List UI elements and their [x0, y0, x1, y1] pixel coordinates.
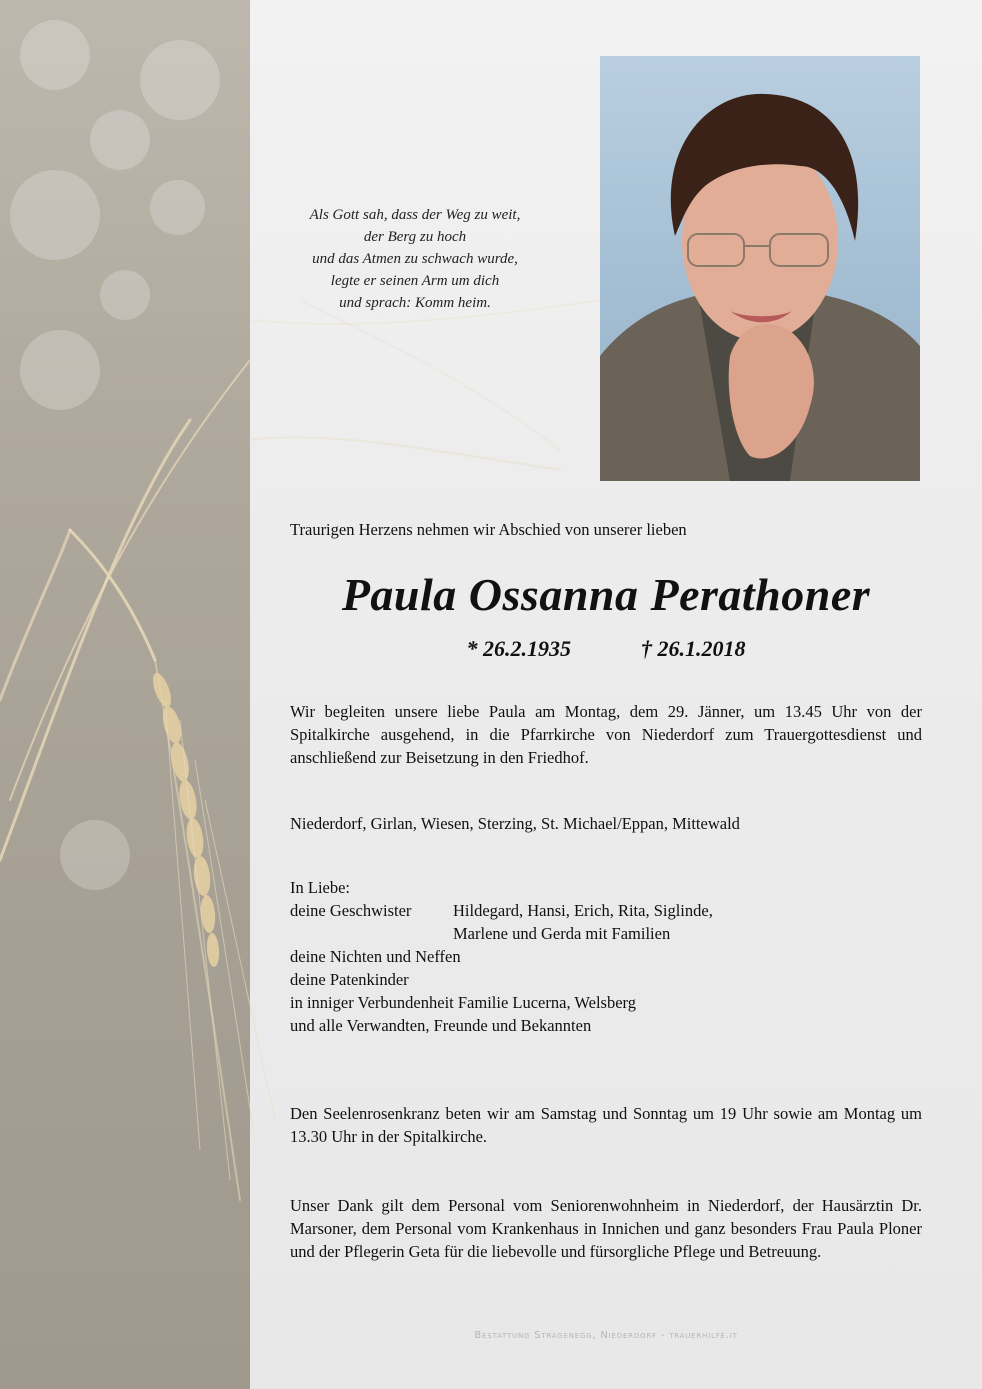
places-of-residence: Niederdorf, Girlan, Wiesen, Sterzing, St. Michael/Eppan, Mittewald — [290, 814, 740, 833]
portrait-image — [600, 56, 920, 481]
mourner-line: deine Patenkinder — [290, 970, 409, 989]
memorial-quote — [270, 204, 560, 314]
funeral-announcement: Wir begleiten unsere liebe Paula am Montag, dem 29. Jänner, um 13.45 Uhr von der Spitalkirche ausgehend, in die Pfarrkirche von Niederdorf zum Trauergottesdienst und anschließend zur Beisetzung in den Friedhof. — [290, 702, 922, 767]
quote-line: und sprach: Komm heim. — [339, 295, 491, 311]
life-dates — [290, 636, 922, 662]
siblings-label: deine Geschwister — [290, 901, 412, 920]
mourner-line: deine Nichten und Neffen — [290, 947, 461, 966]
mourner-line: und alle Verwandten, Freunde und Bekannten — [290, 1016, 592, 1035]
siblings-names: Hildegard, Hansi, Erich, Rita, Siglinde, — [453, 901, 713, 920]
mourners-heading: In Liebe: — [290, 878, 351, 897]
quote-line: Als Gott sah, dass der Weg zu weit, — [309, 207, 521, 223]
deceased-name: Paula Ossanna Perathoner — [341, 569, 871, 620]
thanks-text: Unser Dank gilt dem Personal vom Seniorenwohnheim in Niederdorf, der Hausärztin Dr. Marsoner, dem Personal vom Krankenhaus in Innichen und ganz besonders Frau Paula Ploner und der Pflegerin Geta für die liebevolle und fürsorgliche Pflege und Betreuung. — [290, 1196, 922, 1261]
quote-line: legte er seinen Arm um dich — [330, 273, 500, 289]
intro-text: Traurigen Herzens nehmen wir Abschied von unserer lieben — [290, 520, 687, 539]
death-date: † 26.1.2018 — [641, 636, 746, 661]
siblings-names: Marlene und Gerda mit Familien — [453, 924, 671, 943]
rosary-announcement: Den Seelenrosenkranz beten wir am Samstag und Sonntag um 19 Uhr sowie am Montag um 13.30 Uhr in der Spitalkirche. — [290, 1104, 922, 1146]
birth-date: * 26.2.1935 — [466, 636, 571, 661]
quote-line: der Berg zu hoch — [363, 229, 467, 245]
quote-line: und das Atmen zu schwach wurde, — [312, 251, 518, 267]
funeral-home-footer: Bestattung Stragenegg, Niederdorf - trauerhilfe.it — [474, 1330, 738, 1341]
mourners-list — [290, 876, 713, 1037]
portrait-photo — [600, 56, 920, 481]
mourner-line: in inniger Verbundenheit Familie Lucerna, Welsberg — [290, 993, 637, 1012]
